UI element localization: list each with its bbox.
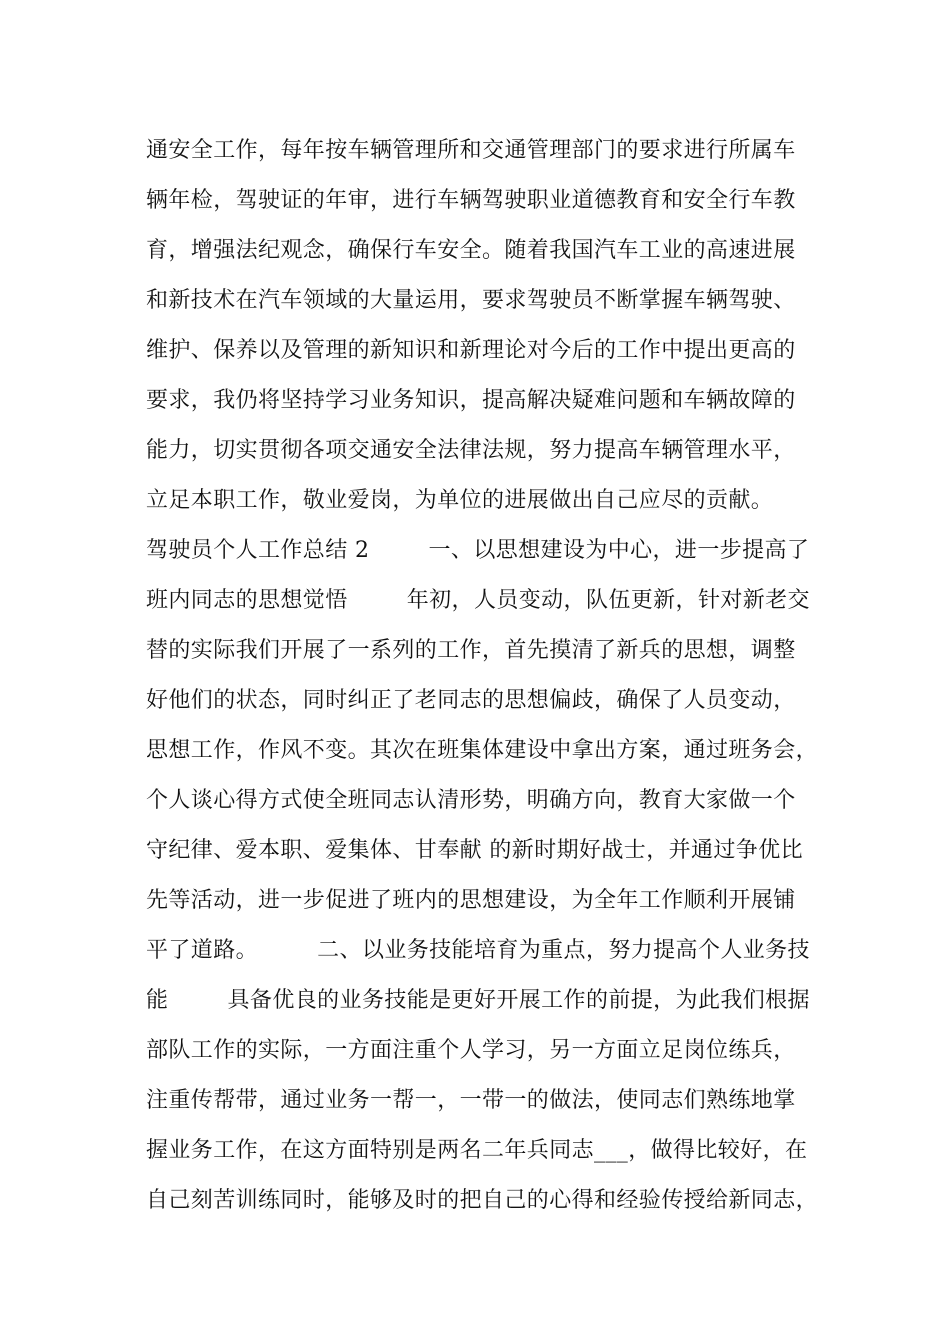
text-line: 育，增强法纪观念，确保行车安全。随着我国汽车工业的高速进展 <box>146 238 796 263</box>
text-line: 维护、保养以及管理的新知识和新理论对今后的工作中提出更高的 <box>146 338 796 363</box>
text-line: 思想工作，作风不变。其次在班集体建设中拿出方案，通过班务会， <box>146 738 819 763</box>
text-line: 好他们的状态，同时纠正了老同志的思想偏歧，确保了人员变动， <box>146 688 796 713</box>
text-line: 要求，我仍将坚持学习业务知识，提高解决疑难问题和车辆故障的 <box>146 388 796 413</box>
text-line: 能 具备优良的业务技能是更好开展工作的前提，为此我们根据 <box>146 988 810 1013</box>
text-line: 辆年检，驾驶证的年审，进行车辆驾驶职业道德教育和安全行车教 <box>146 188 796 213</box>
text-line: 和新技术在汽车领域的大量运用，要求驾驶员不断掌握车辆驾驶、 <box>146 288 796 313</box>
text-line: 握业务工作，在这方面特别是两名二年兵同志___，做得比较好，在 <box>146 1138 808 1163</box>
text-line: 注重传帮带，通过业务一帮一，一带一的做法，使同志们熟练地掌 <box>146 1088 796 1113</box>
text-line: 替的实际我们开展了一系列的工作，首先摸清了新兵的思想，调整 <box>146 638 796 663</box>
text-line: 通安全工作，每年按车辆管理所和交通管理部门的要求进行所属车 <box>146 138 796 163</box>
text-line: 个人谈心得方式使全班同志认清形势，明确方向，教育大家做一个 <box>146 788 796 813</box>
text-line: 部队工作的实际，一方面注重个人学习，另一方面立足岗位练兵， <box>146 1038 796 1063</box>
text-line: 能力，切实贯彻各项交通安全法律法规，努力提高车辆管理水平， <box>146 438 796 463</box>
text-line: 班内同志的思想觉悟 年初，人员变动，队伍更新，针对新老交 <box>146 588 810 613</box>
text-line: 守纪律、爱本职、爱集体、甘奉献 的新时期好战士，并通过争优比 <box>146 838 803 863</box>
text-line: 平了道路。 二、以业务技能培育为重点，努力提高个人业务技 <box>146 938 810 963</box>
text-line: 先等活动，进一步促进了班内的思想建设，为全年工作顺利开展铺 <box>146 888 796 913</box>
text-line: 立足本职工作，敬业爱岗，为单位的进展做出自己应尽的贡献。 <box>146 488 774 513</box>
section-title-line: 驾驶员个人工作总结 2 一、以思想建设为中心，进一步提高了 <box>146 538 810 563</box>
body-text <box>146 126 846 1226</box>
text-line: 自己刻苦训练同时，能够及时的把自己的心得和经验传授给新同志， <box>146 1188 819 1213</box>
